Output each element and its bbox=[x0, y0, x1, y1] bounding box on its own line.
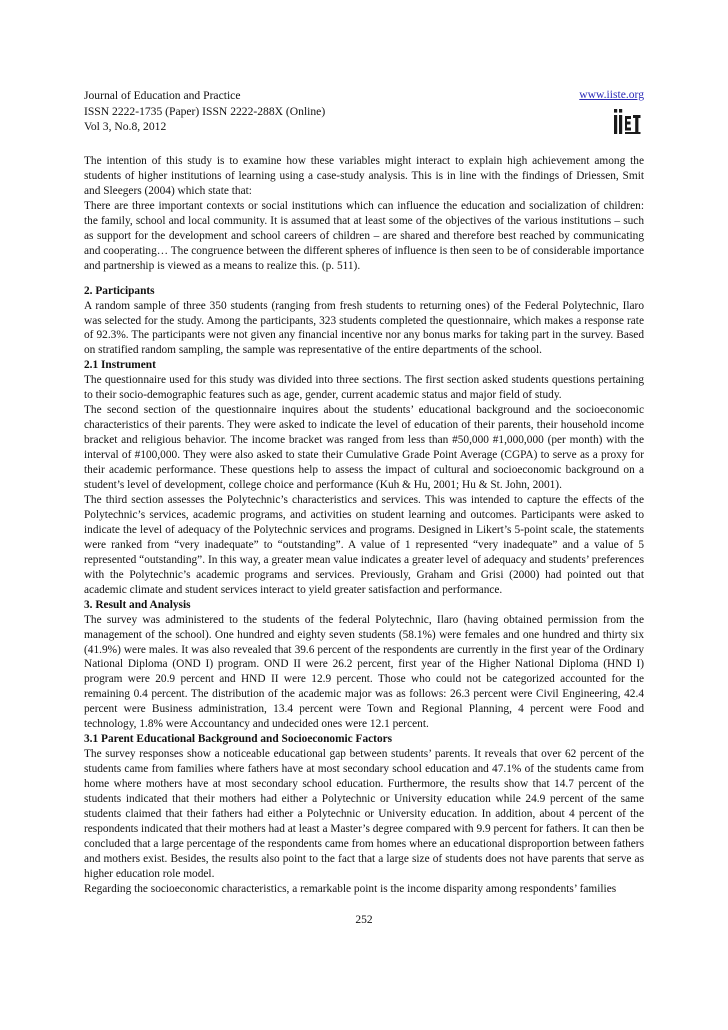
journal-header bbox=[84, 88, 644, 135]
results-paragraph: The survey was administered to the students of the federal Polytechnic, Ilaro (having obtained permission from the management of the school). One hundred and eighty seven students (58.1%) were females and one hundred and thirty six (41.9%) were males. It was also revealed that 39.6 percent of the respondents are currently in the first year of the Ordinary National Diploma (OND I) program. OND II were 26.2 percent, first year of the Higher National Diploma (HND I) program were 20.9 percent and HND II were 12.9 percent. Those who could not be categorized accounted for the remaining 0.4 percent. The distribution of the academic major was as follows: 26.3 percent were Civil Engineering, 42.4 percent were Business administration, 13.4 percent were Town and Regional Planning, 4 percent were Food and technology, 1.8% were Accountancy and undecided ones were 12.1 percent. bbox=[84, 613, 644, 731]
quote-paragraph: There are three important contexts or social institutions which can influence the education and socialization of children: the family, school and local community. It is assumed that at least some of the objectives of the various institutions – such as support for the development and school careers of children – are shared and therefore best reached by communicating and cooperating… The congruence between the different spheres of influence is then seen to be of considerable importance and partnership is viewed as a means to realize this. (p. 511). bbox=[84, 199, 644, 272]
instrument-paragraph-1: The questionnaire used for this study was divided into three sections. The first section asked students questions pertaining to their socio-demographic features such as age, gender, current academic status and major field of study. bbox=[84, 374, 644, 402]
page-number: 252 bbox=[355, 914, 373, 926]
journal-issn: ISSN 2222-1735 (Paper) ISSN 2222-288X (Online) bbox=[84, 104, 326, 118]
journal-volume: Vol 3, No.8, 2012 bbox=[84, 120, 167, 133]
parent-paragraph-1: The survey responses show a noticeable educational gap between students’ parents. It reveals that over 62 percent of the students came from families where fathers have at most secondary school education and 47.1% of the students came from home where mothers have at most secondary school education. Furthermore, the results show that 14.7 percent of the students indicated that their mothers had either a Polytechnic or University education while 24.9 percent of the same students claimed that their fathers had either a Polytechnic or University education. In addition, about 4 percent of the respondents indicated that their mothers had at least a Master’s degree compared with 9.9 percent for fathers. It can then be concluded that a large percentage of the respondents came from homes where an educational disproportion between fathers and mothers exist. Besides, the results also point to the fact that a large size of students does not have parents that serve as higher education role model. bbox=[84, 748, 644, 880]
instrument-paragraph-3: The third section assesses the Polytechnic’s characteristics and services. This was intended to capture the effects of the Polytechnic’s services, academic programs, and activities on student learning and outcomes. Participants were asked to indicate the level of adequacy of the Polytechnic services and programs. Designed in Likert’s 5-point scale, the statements were ranked from “very inadequate” to “outstanding”. A value of 1 represented “very inadequate” and a value of 5 represented “outstanding”. In this way, a greater mean value indicates a greater level of adequacy and students’ preferences with the Polytechnic’s academic programs and services. Previously, Graham and Grisi (2000) had pointed out that academic climate and student services interact to yield greater satisfaction and performance. bbox=[84, 493, 644, 596]
journal-url-link[interactable]: www.iiste.org bbox=[579, 88, 644, 101]
section-heading-participants: 2. Participants bbox=[84, 284, 155, 297]
intro-paragraph: The intention of this study is to examine how these variables might interact to explain high achievement among the students of higher institutions of learning using a case-study analysis. This is in line with the findings of Driessen, Smit and Sleegers (2004) which state that: bbox=[84, 155, 644, 197]
section-heading-parent-background: 3.1 Parent Educational Background and Socioeconomic Factors bbox=[84, 733, 393, 746]
iiste-logo-icon bbox=[612, 106, 642, 136]
journal-title: Journal of Education and Practice bbox=[84, 89, 241, 102]
instrument-paragraph-2: The second section of the questionnaire inquires about the students’ educational background and the socioeconomic characteristics of their parents. They were asked to indicate the level of education of their parents, their household income bracket and religious behavior. The income bracket was ranged from less than #50,000 #1,000,000 (per month) with the interval of #100,000. They were also asked to state their Cumulative Grade Point Average (CGPA) to serve as a proxy for their academic performance. These questions help to assess the impact of cultural and socioeconomic background on a student’s level of development, college choice and performance (Kuh & Hu, 2001; Hu & St. John, 2001). bbox=[84, 404, 644, 492]
article-body bbox=[84, 154, 644, 897]
participants-paragraph: A random sample of three 350 students (ranging from fresh students to returning ones) of the Federal Polytechnic, Ilaro was selected for the study. Among the participants, 323 students completed the questionnaire, which makes a response rate of 92.3%. The participants were not given any financial incentive nor any bonus marks for taking part in the survey. Based on stratified random sampling, the sample was representative of the entire departments of the school. bbox=[84, 299, 644, 357]
parent-paragraph-2: Regarding the socioeconomic characteristics, a remarkable point is the income disparity among respondents’ families bbox=[84, 882, 617, 895]
section-heading-instrument: 2.1 Instrument bbox=[84, 359, 156, 372]
section-heading-results: 3. Result and Analysis bbox=[84, 598, 191, 611]
